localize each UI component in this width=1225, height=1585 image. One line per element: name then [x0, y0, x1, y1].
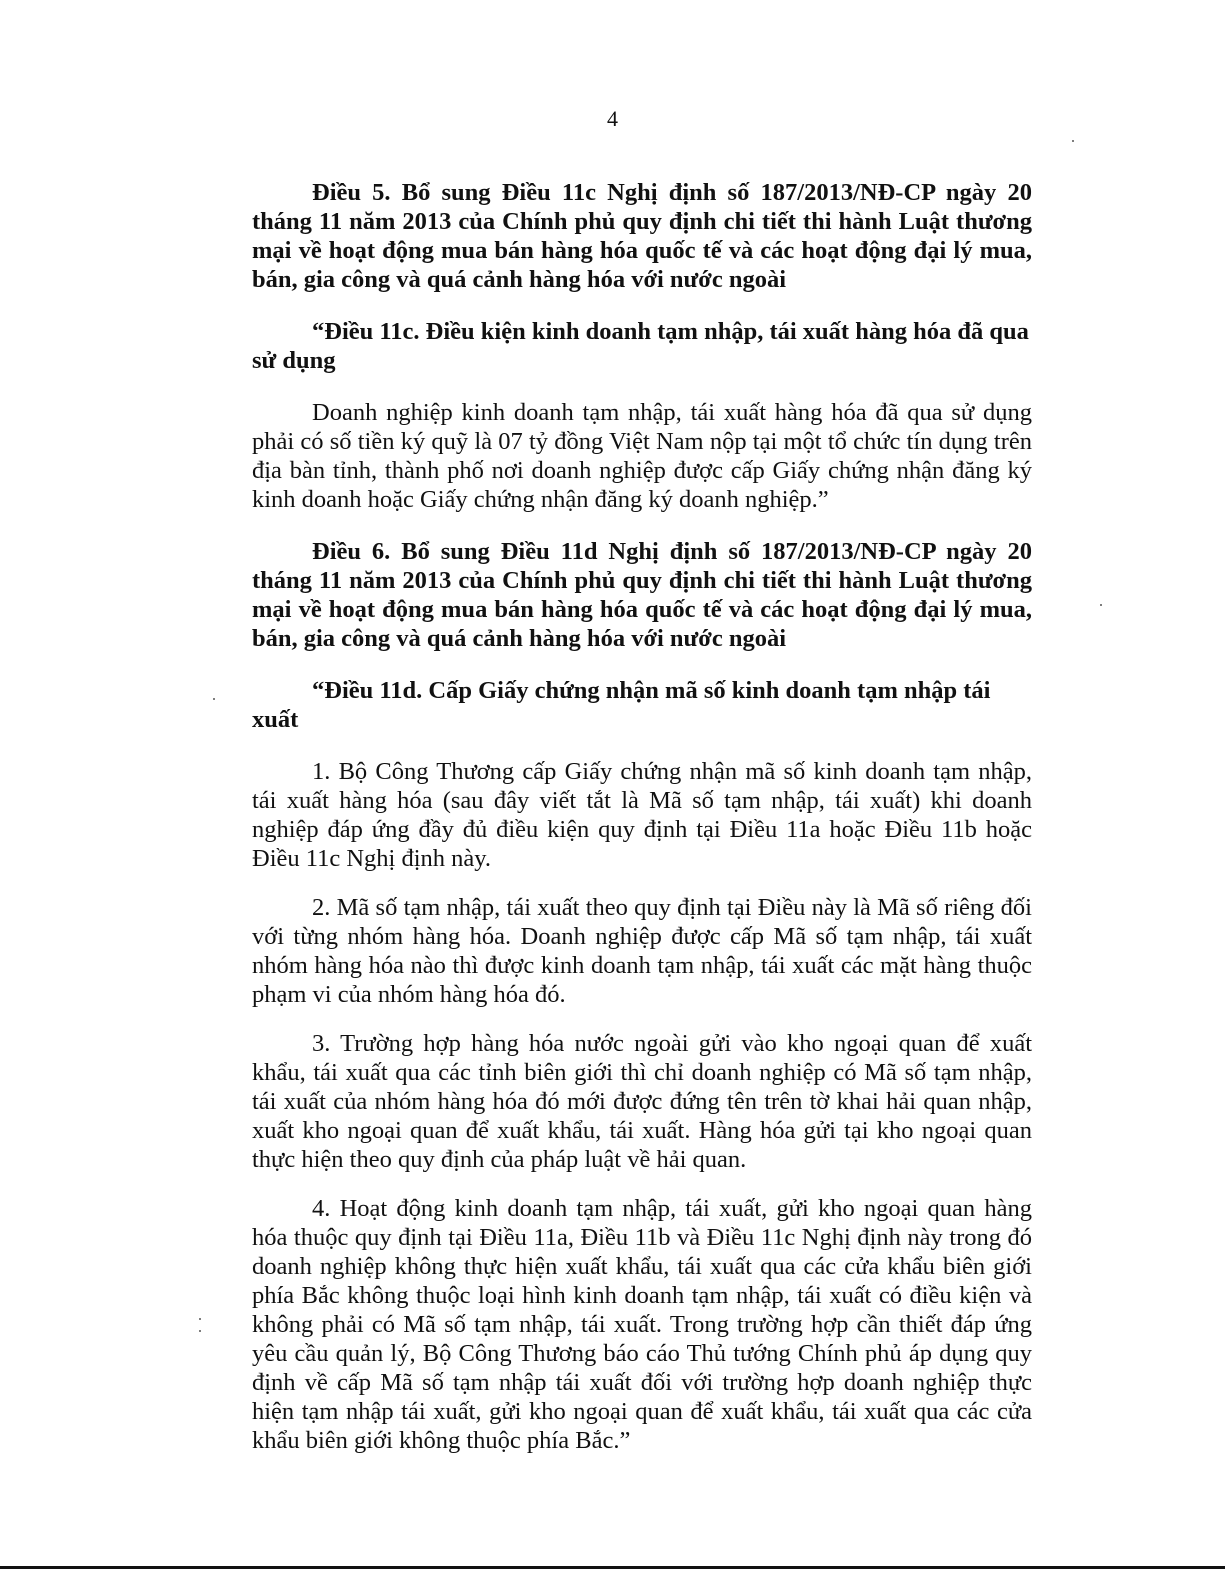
article-11c-body: Doanh nghiệp kinh doanh tạm nhập, tái xuất hàng hóa đã qua sử dụng phải có số tiền ký quỹ là 07 tỷ đồng Việt Nam nộp tại một tổ chức tín dụng trên địa bàn tỉnh, thành phố nơi doanh nghiệp được cấp Giấy chứng nhận đăng ký kinh doanh hoặc Giấy chứng nhận đăng ký doanh nghiệp.”	[252, 399, 1032, 513]
scan-speck	[1072, 140, 1074, 142]
article-11d-item-1: 1. Bộ Công Thương cấp Giấy chứng nhận mã số kinh doanh tạm nhập, tái xuất hàng hóa (sau đây viết tắt là Mã số tạm nhập, tái xuất) khi doanh nghiệp đáp ứng đầy đủ điều kiện quy định tại Điều 11a hoặc Điều 11b hoặc Điều 11c Nghị định này.	[252, 758, 1032, 872]
article-11d-heading: “Điều 11d. Cấp Giấy chứng nhận mã số kinh doanh tạm nhập tái xuất	[252, 677, 991, 733]
scan-speck	[213, 698, 215, 700]
article-11d-item-4: 4. Hoạt động kinh doanh tạm nhập, tái xuất, gửi kho ngoại quan hàng hóa thuộc quy định tại Điều 11a, Điều 11b và Điều 11c Nghị định này trong đó doanh nghiệp không thực hiện xuất khẩu, tái xuất qua các cửa khẩu biên giới phía Bắc không thuộc loại hình kinh doanh tạm nhập, tái xuất có điều kiện và không phải có Mã số tạm nhập, tái xuất. Trong trường hợp cần thiết đáp ứng yêu cầu quản lý, Bộ Công Thương báo cáo Thủ tướng Chính phủ áp dụng quy định về cấp Mã số tạm nhập tái xuất đối với trường hợp doanh nghiệp thực hiện tạm nhập tái xuất, gửi kho ngoại quan để xuất khẩu, tái xuất qua các cửa khẩu biên giới không thuộc phía Bắc.”	[252, 1195, 1032, 1454]
article-5-heading: Điều 5. Bổ sung Điều 11c Nghị định số 187/2013/NĐ-CP ngày 20 tháng 11 năm 2013 của Chính phủ quy định chi tiết thi hành Luật thương mại về hoạt động mua bán hàng hóa quốc tế và các hoạt động đại lý mua, bán, gia công và quá cảnh hàng hóa với nước ngoài	[252, 179, 1032, 293]
article-11d-item-2: 2. Mã số tạm nhập, tái xuất theo quy định tại Điều này là Mã số riêng đối với từng nhóm hàng hóa. Doanh nghiệp được cấp Mã số tạm nhập, tái xuất nhóm hàng hóa nào thì được kinh doanh tạm nhập, tái xuất các mặt hàng thuộc phạm vi của nhóm hàng hóa đó.	[252, 894, 1032, 1008]
scan-bottom-edge	[0, 1566, 1225, 1569]
article-6-heading: Điều 6. Bổ sung Điều 11d Nghị định số 187/2013/NĐ-CP ngày 20 tháng 11 năm 2013 của Chính phủ quy định chi tiết thi hành Luật thương mại về hoạt động mua bán hàng hóa quốc tế và các hoạt động đại lý mua, bán, gia công và quá cảnh hàng hóa với nước ngoài	[252, 538, 1032, 652]
page-number: 4	[607, 106, 618, 131]
scan-speck	[199, 1318, 201, 1320]
scan-speck	[1100, 604, 1102, 606]
document-body	[252, 178, 1032, 1455]
article-11d-item-3: 3. Trường hợp hàng hóa nước ngoài gửi vào kho ngoại quan để xuất khẩu, tái xuất qua các tỉnh biên giới thì chỉ doanh nghiệp có Mã số tạm nhập, tái xuất của nhóm hàng hóa đó mới được đứng tên trên tờ khai hải quan nhập, xuất kho ngoại quan để xuất khẩu, tái xuất. Hàng hóa gửi tại kho ngoại quan thực hiện theo quy định của pháp luật về hải quan.	[252, 1030, 1032, 1173]
scan-speck	[199, 1330, 201, 1332]
article-11c-heading: “Điều 11c. Điều kiện kinh doanh tạm nhập, tái xuất hàng hóa đã qua sử dụng	[252, 318, 1029, 374]
